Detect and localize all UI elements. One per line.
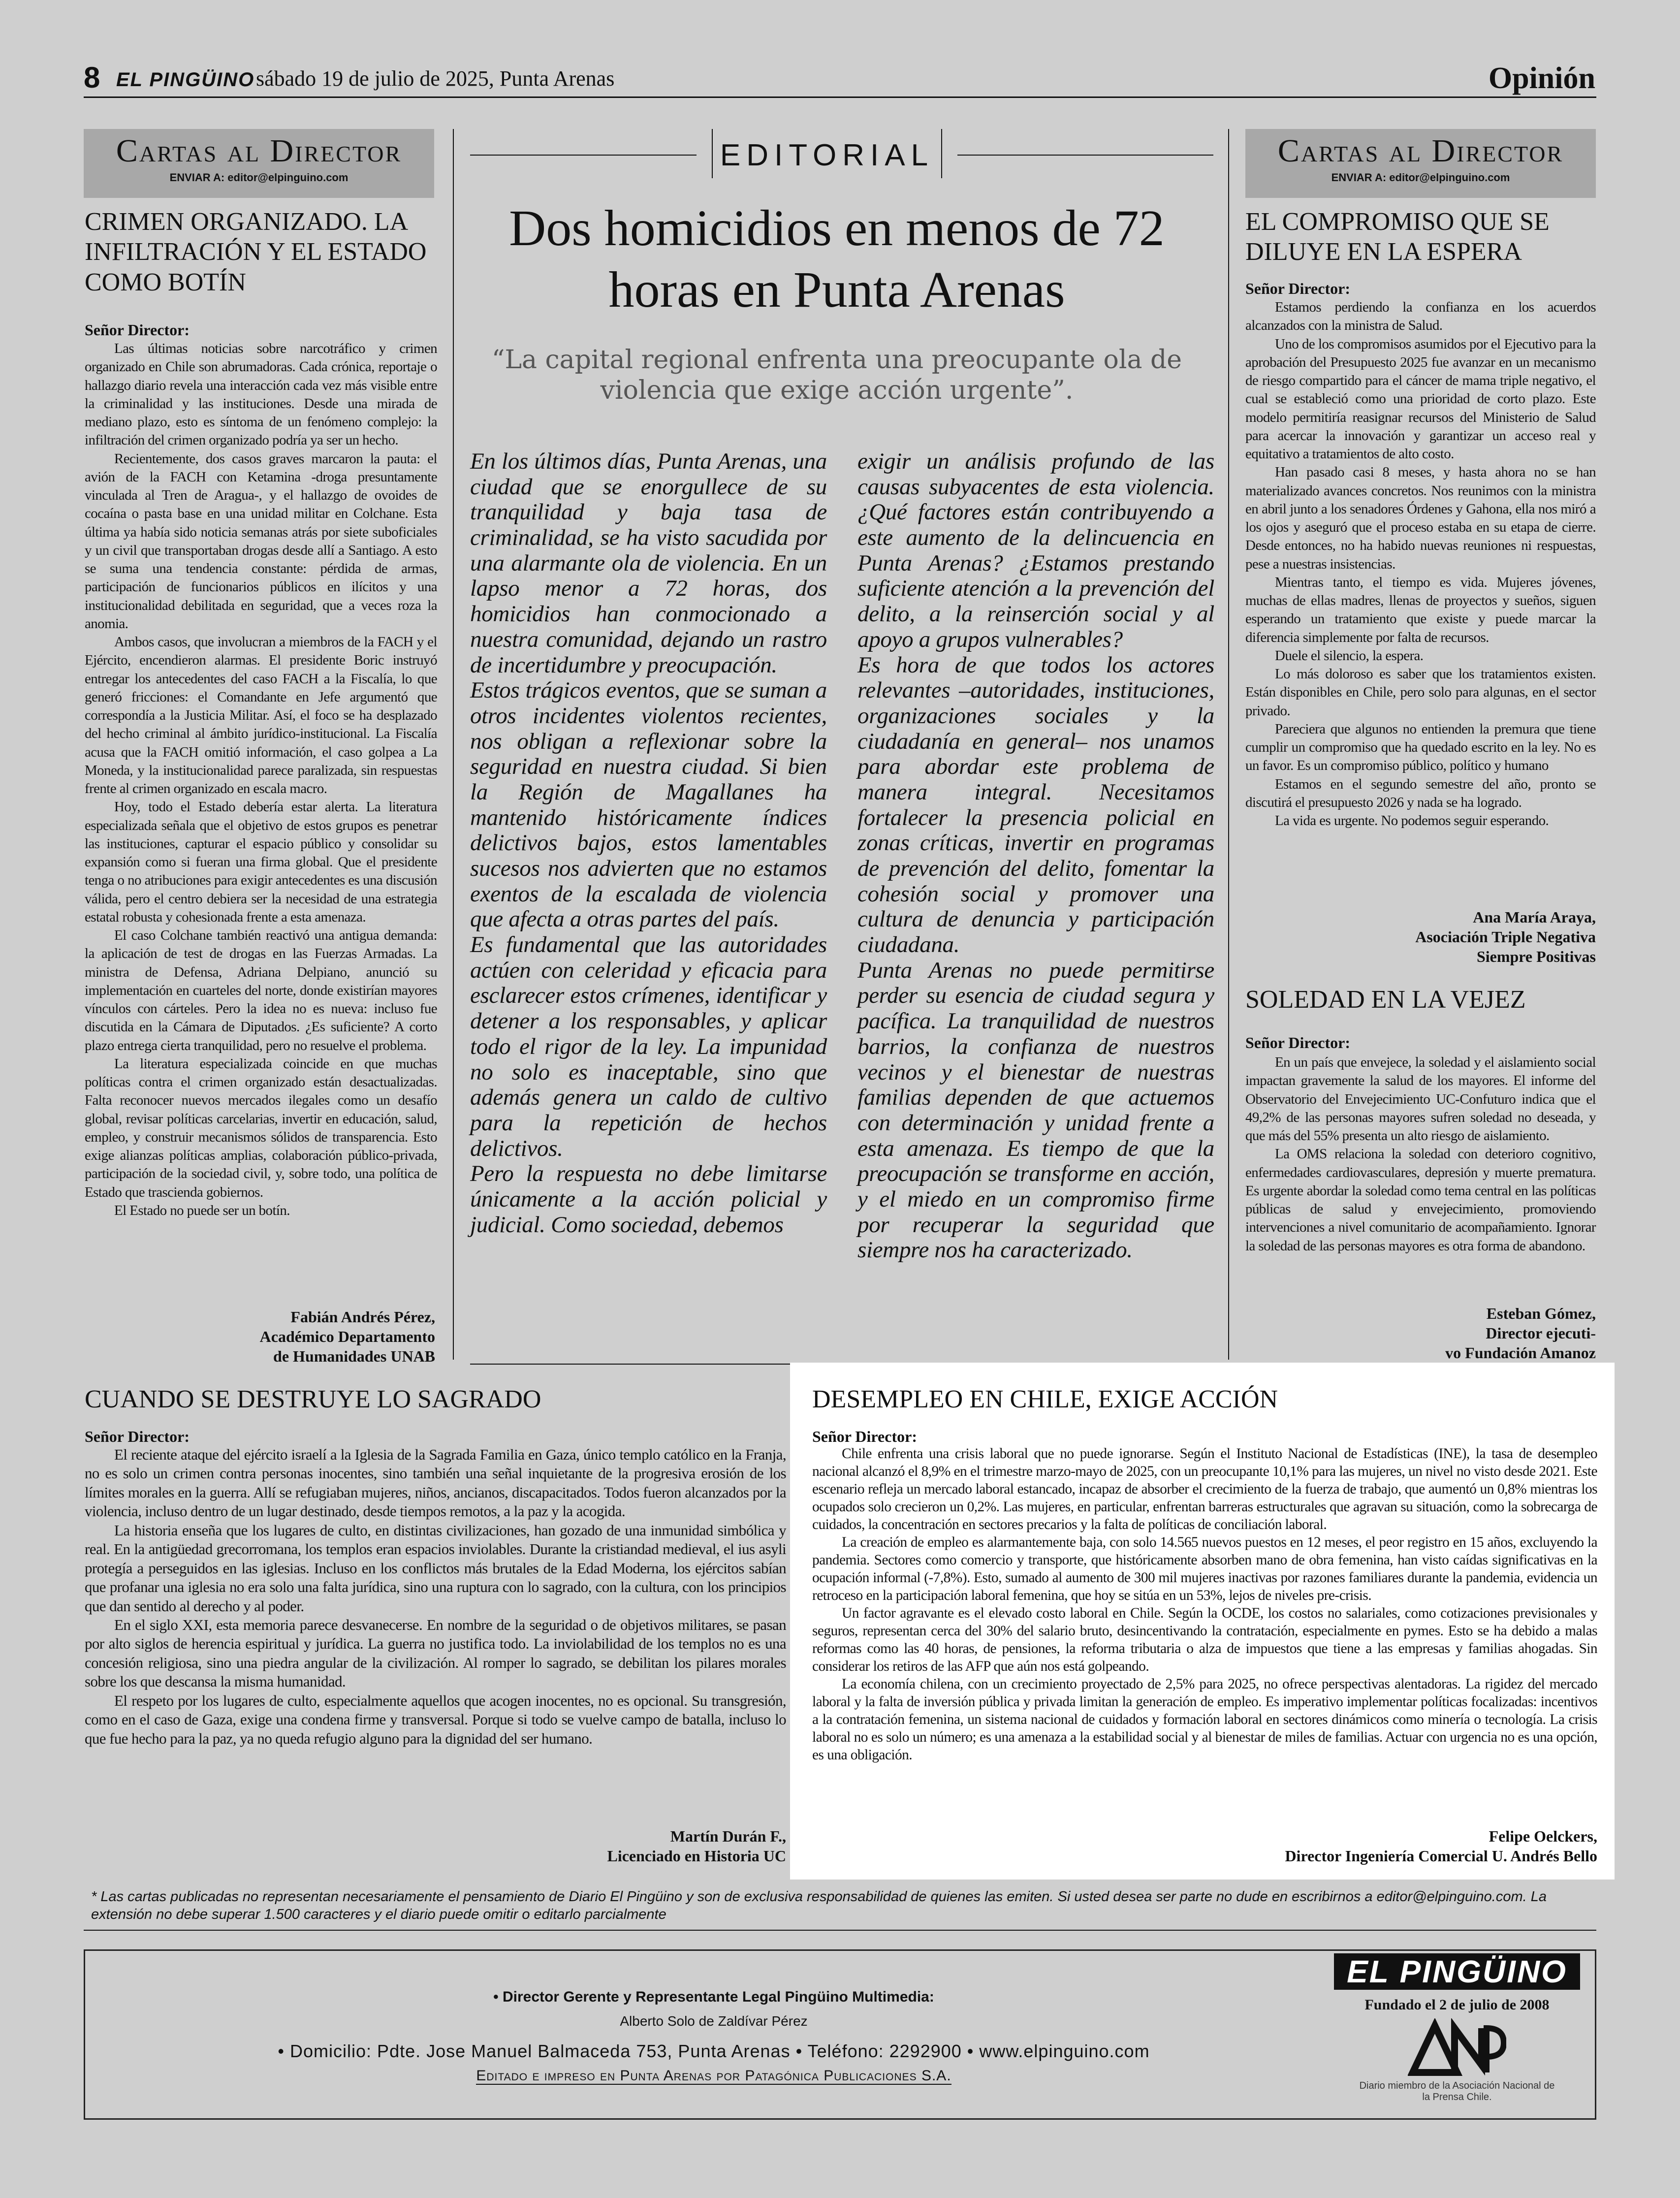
editorial-paragraph: Pero la respuesta no debe limitarse únicamente a la acción policial y judicial. Como sociedad, debemos	[470, 1161, 827, 1238]
letter1-paragraph: La literatura especializada coincide en que muchas políticas contra el crimen organizado están desactualizadas. Falta reconocer nuevos mercados ilegales como un desafío global, revisar políticas carcelarias, invertir en educación, salud, empleo, y construir mecanismos sólidos de transparencia. Esto exige alianzas políticas amplias, colaboración público-privada, participación de la sociedad civil, y, sobre todo, una política de Estado que trascienda gobiernos.	[85, 1055, 437, 1200]
letter1-paragraph: Ambos casos, que involucran a miembros de la FACH y el Ejército, encendieron alarmas. El presidente Boric instruyó entregar los antecedentes del caso FACH a la Fiscalía, lo que generó fricciones: el Comandante en Jefe argumentó que correspondía a la Justicia Militar. Así, el foco se ha desplazado del hecho criminal al ámbito jurídico-institucional. La Fiscalía acusa que la FACH omitió información, el caso golpea a La Moneda, y la institucionalidad parece paralizada, sin respuestas frente al crimen organizado en escala macro.	[85, 634, 437, 796]
editorial-subheadline: “La capital regional enfrenta una preocupante ola de violencia que exige acción urgente”.	[491, 345, 1182, 406]
letter2-paragraph: Mientras tanto, el tiempo es vida. Mujeres jóvenes, muchas de ellas madres, llenas de proyectos y sueños, siguen esperando un tratamiento que existe y puede marcar la diferencia simplemente por falta de recursos.	[1245, 574, 1596, 645]
letter3-signature	[1245, 1304, 1596, 1363]
editorial-rule-left	[470, 155, 697, 156]
letter4-paragraph: En el siglo XXI, esta memoria parece desvanecerse. En nombre de la seguridad o de objetivos militares, se pasan por alto siglos de herencia espiritual y jurídica. La guerra no justifica todo. La inviolabilidad de los templos no es una concesión religiosa, sino una piedra angular de la civilización. Al romper lo sagrado, se debilitan los pilares morales sobre los que descansa la misma humanidad.	[85, 1616, 786, 1690]
letter3-paragraph: En un país que envejece, la soledad y el aislamiento social impactan gravemente la salud de los mayores. El informe del Observatorio del Envejecimiento UC-Confuturo indica que el 49,2% de las personas mayores sufren soledad no deseada, y que más del 55% presenta un alto riesgo de aislamiento.	[1245, 1054, 1596, 1144]
editorial-rule-right	[957, 155, 1213, 156]
letters-header-title: Cartas al Director	[1277, 133, 1564, 169]
newspaper-logo: EL PINGÜINO	[116, 69, 255, 91]
letter5-body	[812, 1445, 1597, 1764]
letter4-paragraph: El respeto por los lugares de culto, especialmente aquellos que acogen inocentes, no es opcional. Su transgresión, como en el caso de Gaza, exige una condena firme y transversal. Porque si todo se vuelve campo de batalla, incluso lo que fue hecho para la paz, ya no queda refugio alguno para la dignidad del ser humano.	[85, 1691, 786, 1747]
letter3-body	[1245, 1053, 1596, 1255]
letter3-headline: SOLEDAD EN LA VEJEZ	[1245, 986, 1526, 1014]
anp-caption: Diario miembro de la Asociación Nacional de la Prensa Chile.	[1359, 2080, 1555, 2102]
imprint-address: • Domicilio: Pdte. Jose Manuel Balmaceda 753, Punta Arenas • Teléfono: 2292900 • www.elpinguino.com	[278, 2041, 1150, 2061]
founded-date: Fundado el 2 de julio de 2008	[1364, 1997, 1550, 2013]
editorial-paragraph: exigir un análisis profundo de las causas subyacentes de esta violencia. ¿Qué factores están contribuyendo a este aumento de la delincuencia en Punta Arenas? ¿Estamos prestando suficiente atención a la prevención del delito, a la reinserción social y al apoyo a grupos vulnerables?	[857, 448, 1214, 652]
letter1-body	[85, 340, 437, 1220]
letter2-body	[1245, 298, 1596, 830]
letter2-signature	[1245, 907, 1596, 966]
signature-line: Felipe Oelckers,	[1489, 1827, 1597, 1845]
signature-line: Martín Durán F.,	[670, 1827, 786, 1845]
editorial-paragraph: Estos trágicos eventos, que se suman a otros incidentes violentos recientes, nos obligan a reflexionar sobre la seguridad en nuestra ciudad. Si bien la Región de Magallanes ha mantenido históricamente índices delictivos bajos, estos lamentables sucesos nos advierten que no estamos exentos de la escalada de violencia que afecta a otras partes del país.	[470, 677, 827, 932]
editorial-label-left-bar	[712, 129, 713, 178]
letter2-paragraph: Uno de los compromisos asumidos por el Ejecutivo para la aprobación del Presupuesto 2025 fue avanzar en un mecanismo de riesgo compartido para el cáncer de mama triple negativo, el cual se estableció como una prioridad de corto plazo. Este modelo permitiría reasignar recursos del Ministerio de Salud para acercar la innovación y garantizar un acceso real y equitativo a tratamientos de alto costo.	[1245, 336, 1596, 462]
letter4-headline: CUANDO SE DESTRUYE LO SAGRADO	[85, 1385, 541, 1413]
letter1-paragraph: El Estado no puede ser un botín.	[114, 1202, 290, 1218]
column-divider	[453, 129, 454, 1360]
signature-line: Académico Departamento	[259, 1328, 435, 1345]
signature-line: Ana María Araya,	[1473, 908, 1596, 926]
letter1-signature	[85, 1307, 435, 1366]
footer-newspaper-logo: EL PINGÜINO	[1334, 1953, 1580, 1990]
letters-header-right	[1245, 129, 1596, 198]
header-rule	[84, 96, 1596, 98]
letters-header-left	[84, 129, 434, 198]
letter2-paragraph: La vida es urgente. No podemos seguir esperando.	[1275, 813, 1549, 828]
letter5-headline: DESEMPLEO EN CHILE, EXIGE ACCIÓN	[812, 1385, 1278, 1413]
editorial-column-1	[470, 449, 827, 1238]
signature-line: Licenciado en Historia UC	[607, 1847, 786, 1865]
footnote-rule	[84, 1930, 1596, 1931]
anp-logo-icon	[1408, 2018, 1506, 2077]
letter1-paragraph: Recientemente, dos casos graves marcaron la pauta: el avión de la FACH con Ketamina -droga presuntamente vinculada al Tren de Aragua-, y el hallazgo de ovoides de cocaína o pasta base en una unidad militar en Colchane. Esta última ya había sido noticia semanas atrás por siete suboficiales y un civil que transportaban drogas desde allí a Santiago. A esto se suma una tendencia constante: pérdida de armas, participación de funcionarios públicos en ilícitos y una institucionalidad debilitada en seguridad, que a veces roza la anomia.	[85, 450, 437, 632]
letter1-paragraph: El caso Colchane también reactivó una antigua demanda: la aplicación de test de drogas en las Fuerzas Armadas. La ministra de Defensa, Adriana Delpiano, anunció su implementación en cuarteles del norte, donde existirían mayores vínculos con cárteles. Pero la idea no es nueva: incluso fue discutida en la Cámara de Diputados. ¿Es suficiente? A corto plazo entrega cierta tranquilidad, pero no resuelve el problema.	[85, 927, 437, 1053]
letter5-signature	[812, 1826, 1597, 1866]
letters-header-email: ENVIAR A: editor@elpinguino.com	[169, 171, 349, 184]
letter2-paragraph: Lo más doloroso es saber que los tratamientos existen. Están disponibles en Chile, pero solo para algunas, en el sector privado.	[1245, 666, 1596, 719]
letters-disclaimer: * Las cartas publicadas no representan necesariamente el pensamiento de Diario El Pingüino y son de exclusiva responsabilidad de quienes las emiten. Si usted desea ser parte no dude en escribirnos a editor@elpinguino.com. La extensión no debe superar 1.500 caracteres y el diario puede omitir o editarlo parcialmente	[91, 1889, 1547, 1923]
signature-line: Fabián Andrés Pérez,	[290, 1308, 435, 1326]
signature-line: Director Ingeniería Comercial U. Andrés Bello	[1285, 1847, 1597, 1865]
editorial-paragraph: Punta Arenas no puede permitirse perder su esencia de ciudad segura y pacífica. La tranquilidad de nuestros barrios, la confianza de nuestros vecinos y el bienestar de nuestras familias dependen de que actuemos con determinación y unidad frente a esta amenaza. Es tiempo de que la preocupación se transforme en acción, y el miedo en un compromiso firme por recuperar la seguridad que siempre nos ha caracterizado.	[857, 957, 1214, 1263]
letter5-paragraph: La creación de empleo es alarmantemente baja, con solo 14.565 nuevos puestos en 12 meses, el peor registro en 15 años, excluyendo la pandemia. Sectores como comercio y transporte, que históricamente absorben mano de obra femenina, han visto caídas significativas en la ocupación informal (-7,8%). Esto, sumado al aumento de 300 mil mujeres inactivas por razones familiares durante la pandemia, evidencia un retroceso en la participación laboral femenina, que hoy se sitúa en un 53%, lejos de niveles pre-crisis.	[812, 1534, 1597, 1603]
letter3-paragraph: La OMS relaciona la soledad con deterioro cognitivo, enfermedades cardiovasculares, depresión y muerte prematura. Es urgente abordar la soledad como tema central en las políticas públicas de salud y envejecimiento, promoviendo intervenciones a nivel comunitario de acompañamiento. Ignorar la soledad de las personas mayores es otra forma de abandono.	[1245, 1146, 1596, 1254]
editorial-paragraph: Es fundamental que las autoridades actúen con celeridad y eficacia para esclarecer estos crímenes, identificar y detener a los responsables, y aplicar todo el rigor de la ley. La impunidad no solo es inaceptable, sino que además genera un caldo de cultivo para la repetición de hechos delictivos.	[470, 932, 827, 1161]
letters-header-title: Cartas al Director	[116, 133, 402, 169]
editorial-paragraph: En los últimos días, Punta Arenas, una ciudad que se enorgullece de su tranquilidad y baja tasa de criminalidad, se ha visto sacudida por una alarmante ola de violencia. En un lapso menor a 72 horas, dos homicidios han conmocionado a nuestra comunidad, dejando un rastro de incertidumbre y preocupación.	[470, 448, 827, 678]
letter4-paragraph: La historia enseña que los lugares de culto, en distintas civilizaciones, han gozado de una inmunidad simbólica y real. En la antigüedad grecorromana, los templos eran espacios inviolables. Durante la cristiandad medieval, el ius asyli protegía a perseguidos en las iglesias. Incluso en los conflictos más brutales de la Edad Moderna, los ejércitos sabían que profanar una iglesia no era solo una falta jurídica, sino una ruptura con lo sagrado, con la cultura, con los principios que dan sentido al derecho y al poder.	[85, 1521, 786, 1615]
signature-line: vo Fundación Amanoz	[1445, 1344, 1596, 1362]
letter1-greeting: Señor Director:	[85, 321, 190, 339]
letter4-paragraph: El reciente ataque del ejército israelí a la Iglesia de la Sagrada Familia en Gaza, único templo católico en la Franja, no es solo un crimen contra personas inocentes, sino también una señal inquietante de la progresiva erosión de los límites morales en la guerra. Allí se refugiaban mujeres, niños, ancianos, discapacitados. Todos fueron alcanzados por la violencia, incluso dentro de un lugar destinado, desde tiempos remotos, a la paz y la acogida.	[85, 1446, 786, 1520]
letter2-paragraph: Estamos perdiendo la confianza en los acuerdos alcanzados con la ministra de Salud.	[1245, 299, 1596, 334]
letter4-greeting: Señor Director:	[85, 1428, 190, 1445]
editorial-label: EDITORIAL	[720, 138, 934, 172]
issue-date: sábado 19 de julio de 2025, Punta Arenas	[256, 66, 615, 91]
editorial-column-2	[857, 449, 1214, 1263]
imprint-name: Alberto Solo de Zaldívar Pérez	[620, 2013, 808, 2029]
letter2-paragraph: Han pasado casi 8 meses, y hasta ahora no se han materializado avances concretos. Nos reunimos con la ministra en abril junto a los senadores Órdenes y Gahona, ella nos miró a los ojos y aseguró que el proceso estaba en su etapa de cierre. Desde entonces, no ha habido nuevas reuniones ni respuestas, pese a nuestras insistencias.	[1245, 464, 1596, 572]
letter1-paragraph: Las últimas noticias sobre narcotráfico y crimen organizado en Chile son abrumadoras. Cada crónica, reportaje o hallazgo diario revela una interacción cada vez más visible entre la criminalidad y las instituciones. Desde una mirada de mediano plazo, esto es síntoma de un fenómeno complejo: la infiltración del crimen organizado podría ya ser un hecho.	[85, 341, 437, 448]
letter2-greeting: Señor Director:	[1245, 280, 1350, 297]
signature-line: de Humanidades UNAB	[273, 1347, 435, 1365]
letter2-paragraph: Estamos en el segundo semestre del año, pronto se discutirá el presupuesto 2026 y nada se ha logrado.	[1245, 776, 1596, 810]
letter2-paragraph: Pareciera que algunos no entienden la premura que tiene cumplir un compromiso que ha quedado escrito en la ley. No es un favor. Es un compromiso público, político y humano	[1245, 721, 1596, 774]
anp-logo	[1408, 2018, 1506, 2077]
column-divider-right	[1228, 129, 1229, 1360]
editorial-label-right-bar	[941, 129, 942, 178]
letter2-paragraph: Duele el silencio, la espera.	[1275, 647, 1424, 664]
section-title: Opinión	[1488, 62, 1595, 95]
letters-header-email: ENVIAR A: editor@elpinguino.com	[1331, 171, 1510, 184]
signature-line: Siempre Positivas	[1476, 948, 1596, 965]
letter1-headline: CRIMEN ORGANIZADO. LA INFILTRACIÓN Y EL ESTADO COMO BOTÍN	[85, 208, 427, 296]
letter5-paragraph: Un factor agravante es el elevado costo laboral en Chile. Según la OCDE, los costos no salariales, como cotizaciones previsionales y seguros, representan cerca del 30% del salario bruto, desincentivando la contratación, especialmente en pymes. Esto se ha debido a malas reformas como las 40 horas, de pensiones, la reforma tributaria o alza de impuestos que tiene a las empresas y familias ahogadas. Sin considerar los retiros de las AFP que aún nos está golpeando.	[812, 1605, 1597, 1674]
signature-line: Asociación Triple Negativa	[1415, 928, 1596, 946]
signature-line: Esteban Gómez,	[1486, 1305, 1596, 1322]
letter3-greeting: Señor Director:	[1245, 1034, 1350, 1051]
letter4-body	[85, 1445, 786, 1748]
signature-line: Director ejecuti-	[1486, 1324, 1596, 1342]
letter5-paragraph: Chile enfrenta una crisis laboral que no puede ignorarse. Según el Instituto Nacional de Estadísticas (INE), la tasa de desempleo nacional alcanzó el 8,9% en el trimestre marzo-mayo de 2025, con un preocupante 10,1% para las mujeres, un nivel no visto desde 2021. Este escenario refleja un mercado laboral estancado, incapaz de absorber el crecimiento de la fuerza de trabajo, que aumentó un 0,8% mientras los ocupados solo crecieron un 0,2%. Las mujeres, en particular, enfrentan barreras estructurales que agravan su situación, como la sobrecarga de cuidados, la concentración en sectores precarios y la falta de políticas de conciliación laboral.	[812, 1446, 1597, 1532]
imprint-role: • Director Gerente y Representante Legal Pingüino Multimedia:	[493, 1989, 934, 2005]
editorial-headline: Dos homicidios en menos de 72 horas en Punta Arenas	[509, 200, 1165, 318]
letter5-greeting: Señor Director:	[812, 1428, 917, 1445]
imprint-publisher	[197, 2068, 1231, 2084]
letter1-paragraph: Hoy, todo el Estado debería estar alerta. La literatura especializada señala que el objetivo de estos grupos es penetrar las instituciones, capturar el espacio público y consolidar su expansión como si fueran una firma global. Que el presidente tenga o no atribuciones para exigir antecedentes es una discusión válida, pero el centro debiera ser la necesidad de una estrategia estatal robusta y cohesionada frente a esta amenaza.	[85, 799, 437, 925]
page-number: 8	[84, 61, 100, 94]
editorial-paragraph: Es hora de que todos los actores relevantes –autoridades, instituciones, organizaciones sociales y la ciudadanía en general– nos unamos para abordar este problema de manera integral. Necesitamos fortalecer la presencia policial en zonas críticas, invertir en programas de prevención del delito, fomentar la cohesión social y promover una cultura de denuncia y participación ciudadana.	[857, 652, 1214, 958]
letter4-signature	[85, 1826, 786, 1866]
letter5-paragraph: La economía chilena, con un crecimiento proyectado de 2,5% para 2025, no ofrece perspectivas alentadoras. La rigidez del mercado laboral y la falta de inversión pública y privada limitan la generación de empleo. Es imperativo implementar políticas focalizadas: incentivos a la contratación femenina, un sistema nacional de cuidados y formación laboral en sectores dinámicos como minería o tecnología. La crisis laboral no es solo un número; es una amenaza a la estabilidad social y al bienestar de miles de familias. Actuar con urgencia no es una opción, es una obligación.	[812, 1676, 1597, 1763]
letter2-headline: EL COMPROMISO QUE SE DILUYE EN LA ESPERA	[1245, 208, 1550, 266]
imprint-publisher-text: Editado e impreso en Punta Arenas por Patagónica Publicaciones S.A.	[476, 2068, 951, 2084]
